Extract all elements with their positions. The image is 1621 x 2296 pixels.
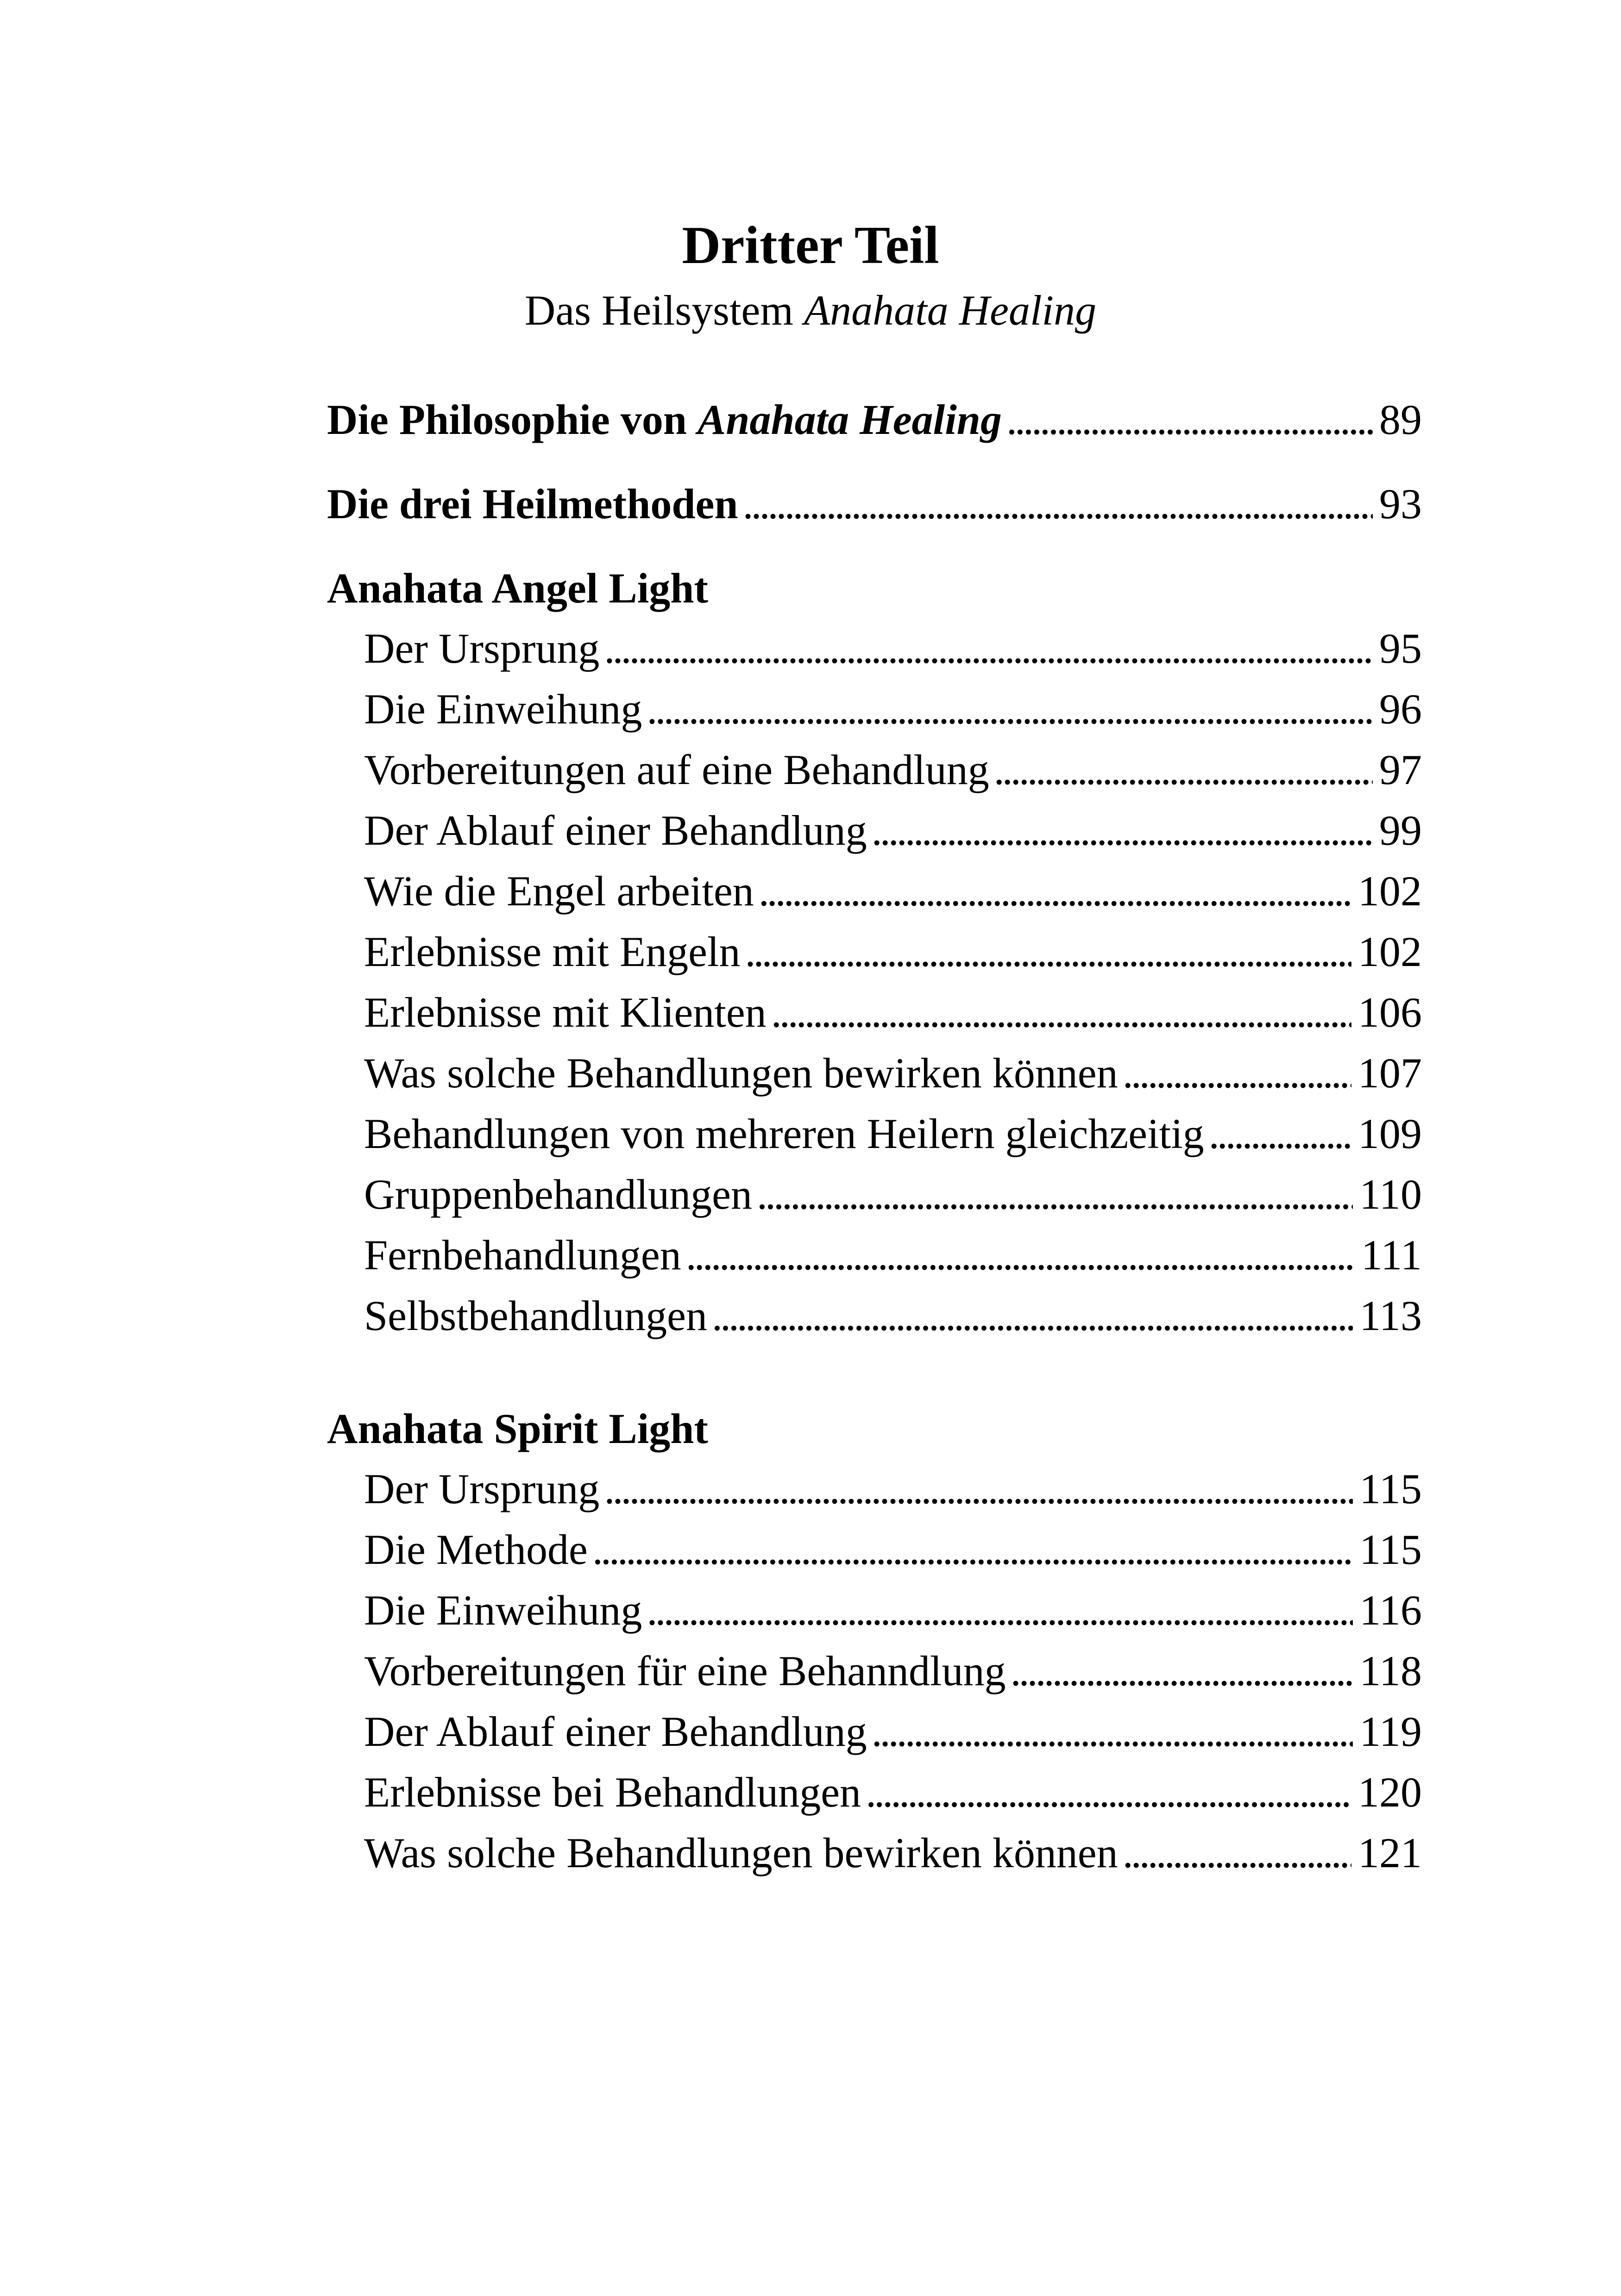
toc-entry-page: 97 [1379, 746, 1422, 793]
dot-leader [872, 803, 1373, 858]
toc-entry[interactable] [364, 681, 1422, 737]
toc-entry[interactable] [364, 1704, 1422, 1759]
toc-entry[interactable] [364, 1825, 1422, 1881]
toc-entry-title: Behandlungen von mehreren Heilern gleichzeitig [364, 1110, 1204, 1157]
toc-entry-page: 93 [1379, 480, 1422, 527]
dot-leader [1209, 1106, 1351, 1161]
toc-entry-page: 107 [1358, 1049, 1422, 1097]
toc-entry-title: Die drei Heilmethoden [327, 480, 738, 527]
toc-entry-page: 118 [1359, 1647, 1422, 1694]
dot-leader [872, 1704, 1353, 1759]
dot-leader [1011, 1643, 1353, 1699]
toc-entry-heilmethoden[interactable] [327, 476, 1422, 532]
dot-leader [686, 1227, 1355, 1283]
toc-entry-page: 102 [1358, 928, 1422, 975]
toc-entry-title: Gruppenbehandlungen [364, 1171, 752, 1218]
toc-entry-page: 95 [1379, 625, 1422, 672]
toc-entry-title: Der Ablauf einer Behandlung [364, 1708, 867, 1755]
toc-entry[interactable] [364, 1106, 1422, 1161]
toc-entry-title: Selbstbehandlungen [364, 1292, 707, 1339]
toc-entry-title: Vorbereitungen auf eine Behandlung [364, 746, 989, 793]
toc-entry[interactable] [364, 1167, 1422, 1222]
dot-leader [743, 476, 1373, 532]
toc-entry-title: Die Methode [364, 1526, 588, 1573]
toc-entry[interactable] [364, 1288, 1422, 1343]
toc-entry[interactable] [364, 621, 1422, 676]
toc-entry-title: Die Einweihung [364, 1587, 642, 1634]
toc-entry-title: Der Ablauf einer Behandlung [364, 807, 867, 854]
toc-entry-page: 111 [1361, 1231, 1422, 1279]
toc-entry-page: 96 [1379, 685, 1422, 733]
toc-entry-title: Erlebnisse mit Klienten [364, 989, 767, 1036]
dot-leader [712, 1288, 1353, 1343]
toc-entry-page: 120 [1358, 1769, 1422, 1816]
toc-entry-title: Was solche Behandlungen bewirken können [364, 1049, 1118, 1097]
toc-entry-philosophie[interactable] [327, 392, 1422, 447]
toc-entry-page: 116 [1359, 1587, 1422, 1634]
toc-entry[interactable] [364, 1045, 1422, 1101]
dot-leader [647, 1582, 1353, 1638]
toc-entry-title: Erlebnisse bei Behandlungen [364, 1769, 861, 1816]
toc-entry-page: 119 [1359, 1708, 1422, 1755]
dot-leader [592, 1522, 1353, 1577]
dot-leader [757, 1167, 1353, 1222]
dot-leader [1123, 1045, 1351, 1101]
toc-entry[interactable] [364, 863, 1422, 919]
dot-leader [1006, 392, 1373, 447]
toc-entry-title: Fernbehandlungen [364, 1231, 681, 1279]
dot-leader [745, 924, 1351, 979]
toc-entry-page: 99 [1379, 807, 1422, 854]
dot-leader [647, 681, 1373, 737]
toc-entry-page: 89 [1379, 396, 1422, 443]
toc-entry-page: 106 [1358, 989, 1422, 1036]
toc-entry-page: 115 [1359, 1465, 1422, 1512]
toc-entry[interactable] [364, 1764, 1422, 1820]
toc-entry[interactable] [364, 1582, 1422, 1638]
toc-entry[interactable] [364, 985, 1422, 1040]
toc-entry[interactable] [364, 924, 1422, 979]
toc-entry[interactable] [364, 803, 1422, 858]
toc-entry[interactable] [364, 1461, 1422, 1517]
section-heading-spirit-light: Anahata Spirit Light [327, 1405, 709, 1452]
toc-entry-title: Wie die Engel arbeiten [364, 867, 754, 915]
part-title: Dritter Teil [682, 216, 939, 275]
toc-entry-title: Erlebnisse mit Engeln [364, 928, 741, 975]
toc-entry-page: 102 [1358, 867, 1422, 915]
dot-leader [604, 1461, 1353, 1517]
subtitle-prefix: Das Heilsystem [524, 287, 793, 334]
toc-entry[interactable] [364, 1522, 1422, 1577]
dot-leader [866, 1764, 1351, 1820]
dot-leader [759, 863, 1351, 919]
toc-entry-title: Der Ursprung [364, 1465, 600, 1512]
toc-entry[interactable] [364, 1643, 1422, 1699]
toc-entry-title: Was solche Behandlungen bewirken können [364, 1829, 1118, 1876]
section-heading-angel-light: Anahata Angel Light [327, 565, 709, 612]
dot-leader [1123, 1825, 1351, 1881]
toc-entry-title: Die Einweihung [364, 685, 642, 733]
dot-leader [994, 742, 1373, 797]
toc-entry[interactable] [364, 742, 1422, 797]
toc-entry-page: 109 [1358, 1110, 1422, 1157]
toc-entry-page: 115 [1359, 1526, 1422, 1573]
part-subtitle [0, 282, 1621, 338]
toc-entry-title: Der Ursprung [364, 625, 600, 672]
toc-entry-page: 110 [1359, 1171, 1422, 1218]
toc-entry-page: 113 [1359, 1292, 1422, 1339]
toc-entry-title: Vorbereitungen für eine Behanndlung [364, 1647, 1006, 1694]
toc-entry[interactable] [364, 1227, 1422, 1283]
toc-entry-title: Die Philosophie von Anahata Healing [327, 396, 1002, 443]
toc-entry-page: 121 [1358, 1829, 1422, 1876]
subtitle-italic: Anahata Healing [804, 287, 1097, 334]
dot-leader [604, 621, 1373, 676]
dot-leader [771, 985, 1351, 1040]
